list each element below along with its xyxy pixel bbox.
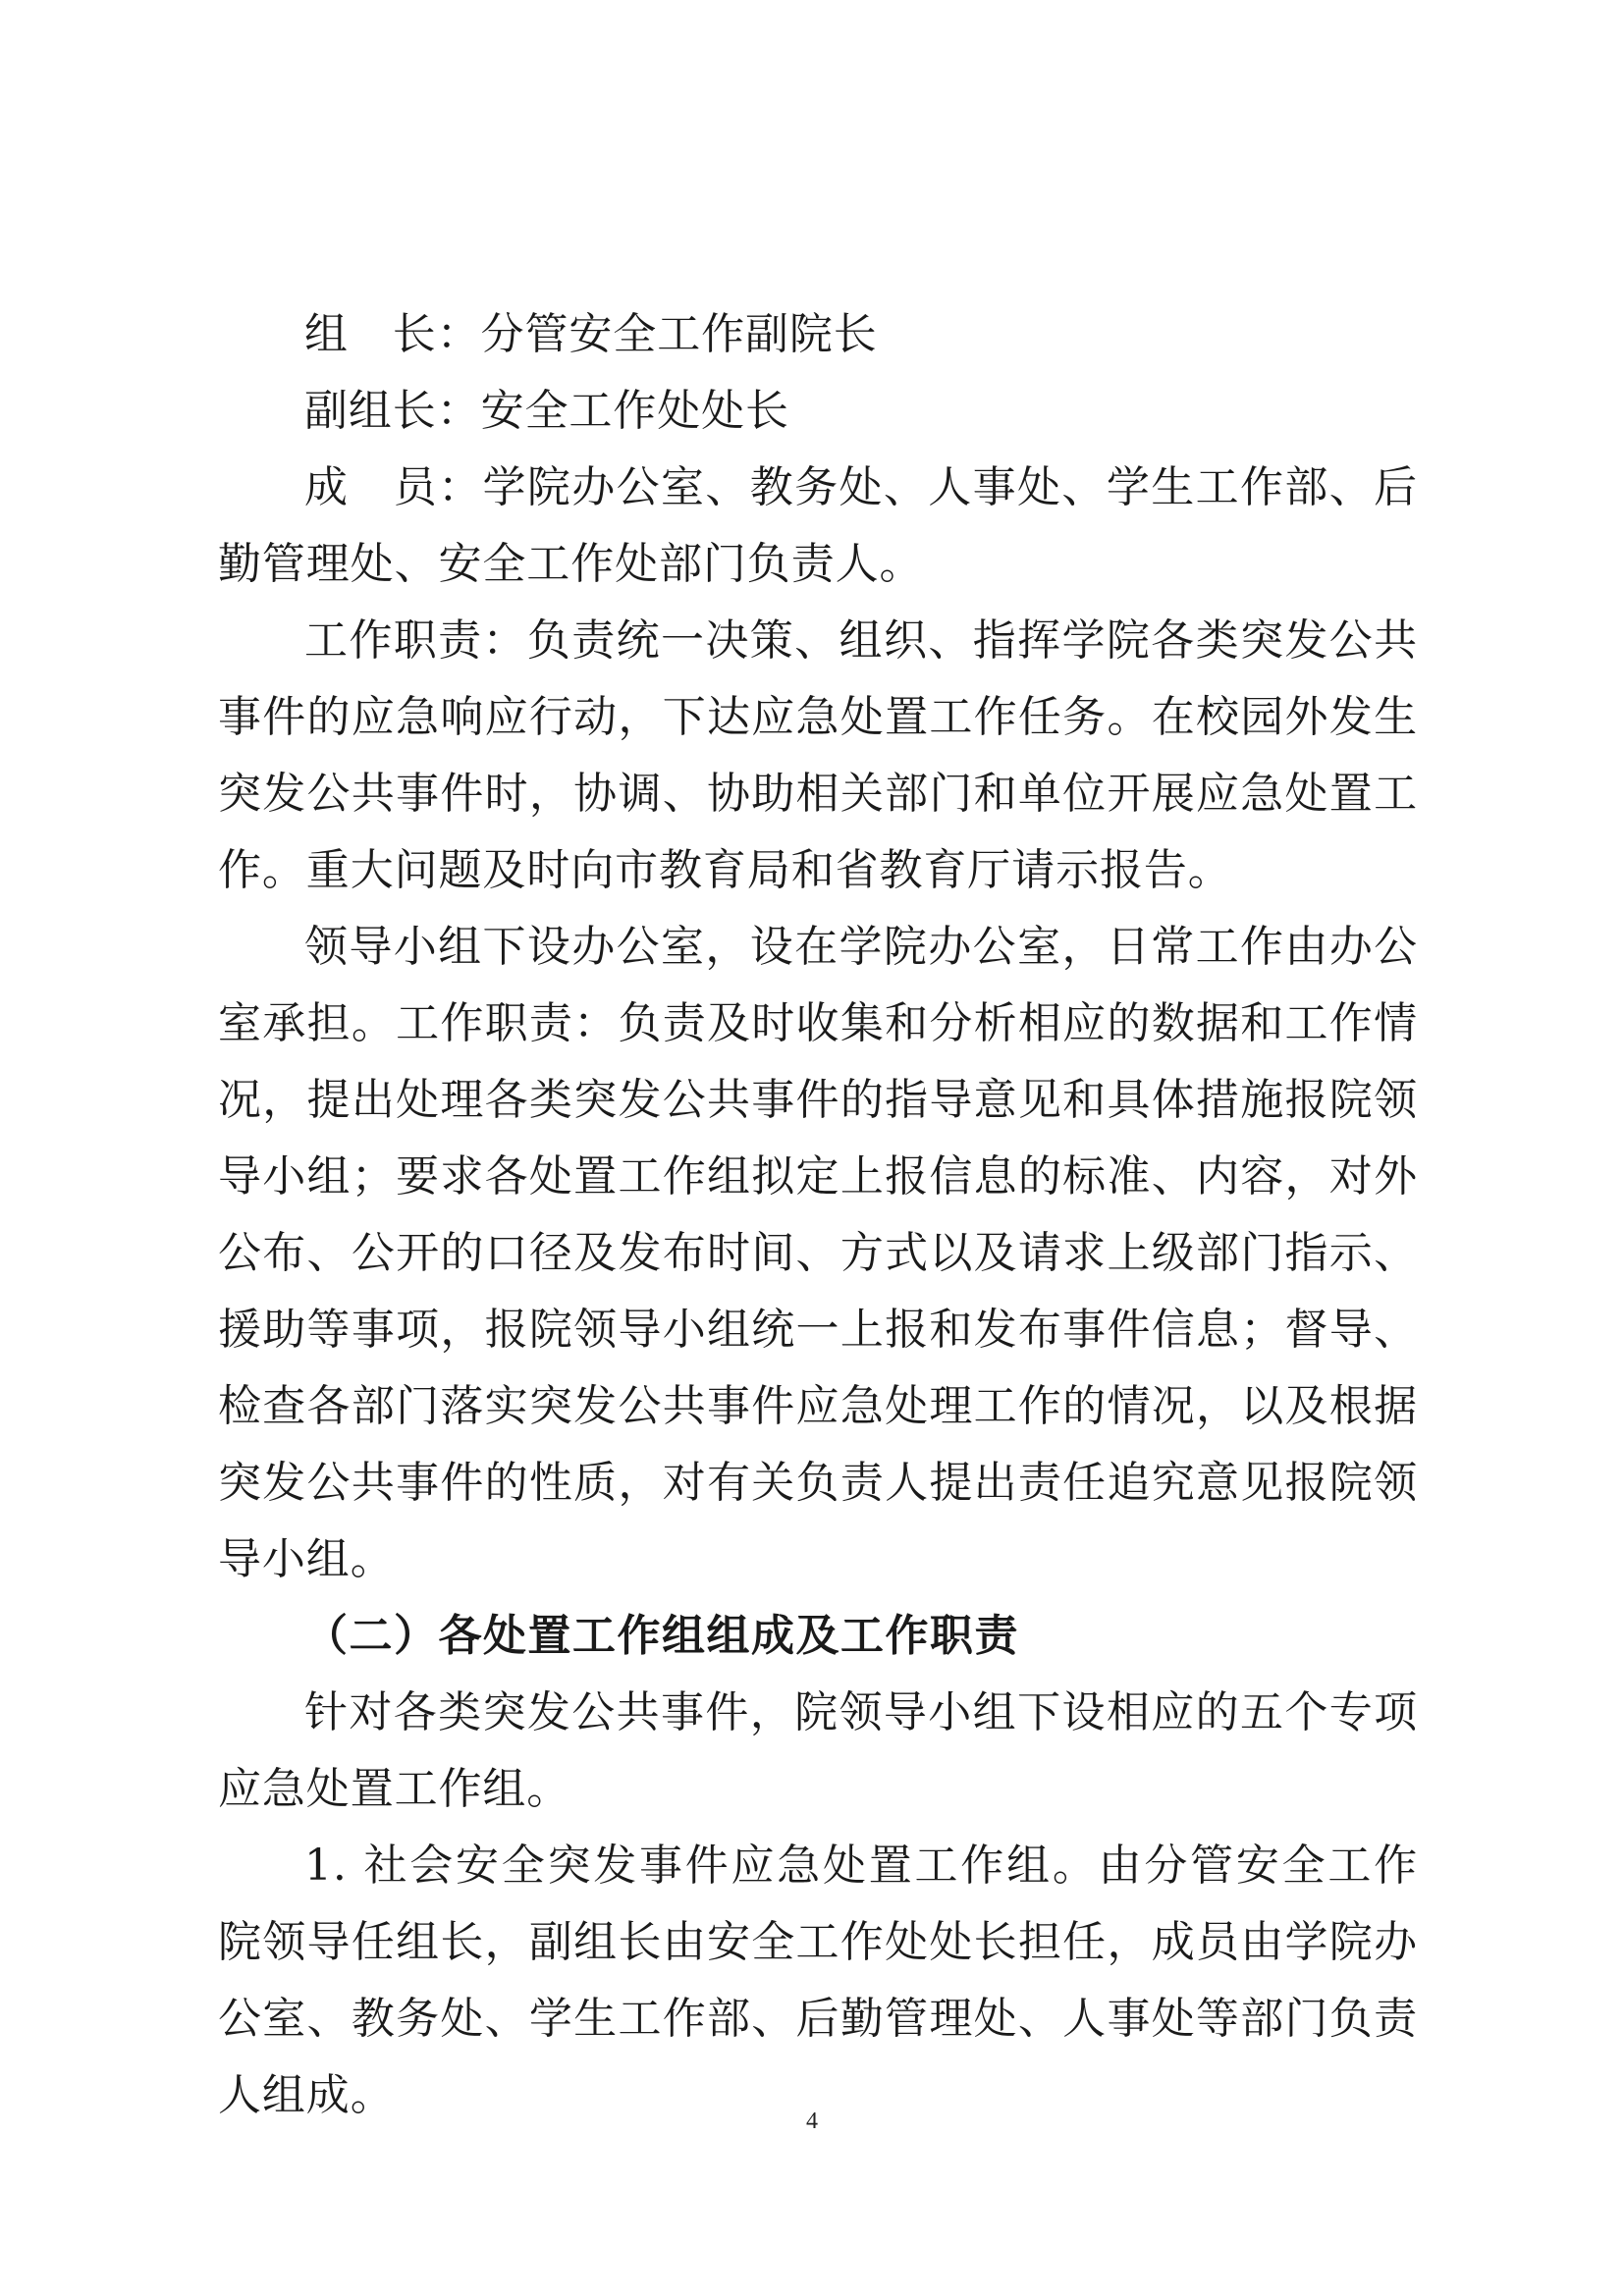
paragraph-social-security-group: 1. 社会安全突发事件应急处置工作组。由分管安全工作院领导任组长，副组长由安全工作处处长担任，成员由学院办公室、教务处、学生工作部、后勤管理处、人事处等部门负责人组成。 (218, 1841, 1418, 2120)
text-members: 学院办公室、教务处、人事处、学生工作部、后勤管理处、安全工作处部门负责人。 (218, 462, 1418, 589)
paragraph-group-leader (218, 296, 1418, 373)
label-members: 成 员： (304, 462, 483, 512)
label-group-leader: 组 长： (304, 309, 481, 359)
paragraph-office: 领导小组下设办公室，设在学院办公室，日常工作由办公室承担。工作职责：负责及时收集和分析相应的数据和工作情况，提出处理各类突发公共事件的指导意见和具体措施报院领导小组；要求各处置工作组拟定上报信息的标准、内容，对外公布、公开的口径及发布时间、方式以及请求上级部门指示、援助等事项，报院领导小组统一上报和发布事件信息；督导、检查各部门落实突发公共事件应急处理工作的情况，以及根据突发公共事件的性质，对有关负责人提出责任追究意见报院领导小组。 (218, 922, 1418, 1584)
text-group-leader: 分管安全工作副院长 (480, 309, 878, 359)
paragraph-deputy-leader (218, 373, 1418, 450)
label-deputy-leader: 副组长： (304, 386, 481, 436)
paragraph-working-groups: 针对各类突发公共事件，院领导小组下设相应的五个专项应急处置工作组。 (218, 1687, 1418, 1814)
text-deputy-leader: 安全工作处处长 (480, 386, 789, 436)
text-duties: 负责统一决策、组织、指挥学院各类突发公共事件的应急响应行动，下达应急处置工作任务。在校园外发生突发公共事件时，协调、协助相关部门和单位开展应急处置工作。重大问题及时向市教育局和省教育厅请示报告。 (218, 615, 1419, 895)
paragraph-duties (218, 603, 1418, 909)
label-duties: 工作职责： (304, 615, 527, 666)
paragraph-members (218, 450, 1418, 603)
document-body (218, 296, 1418, 2134)
section-heading: （二）各处置工作组组成及工作职责 (304, 1611, 1019, 1661)
page-number: 4 (806, 2109, 818, 2134)
